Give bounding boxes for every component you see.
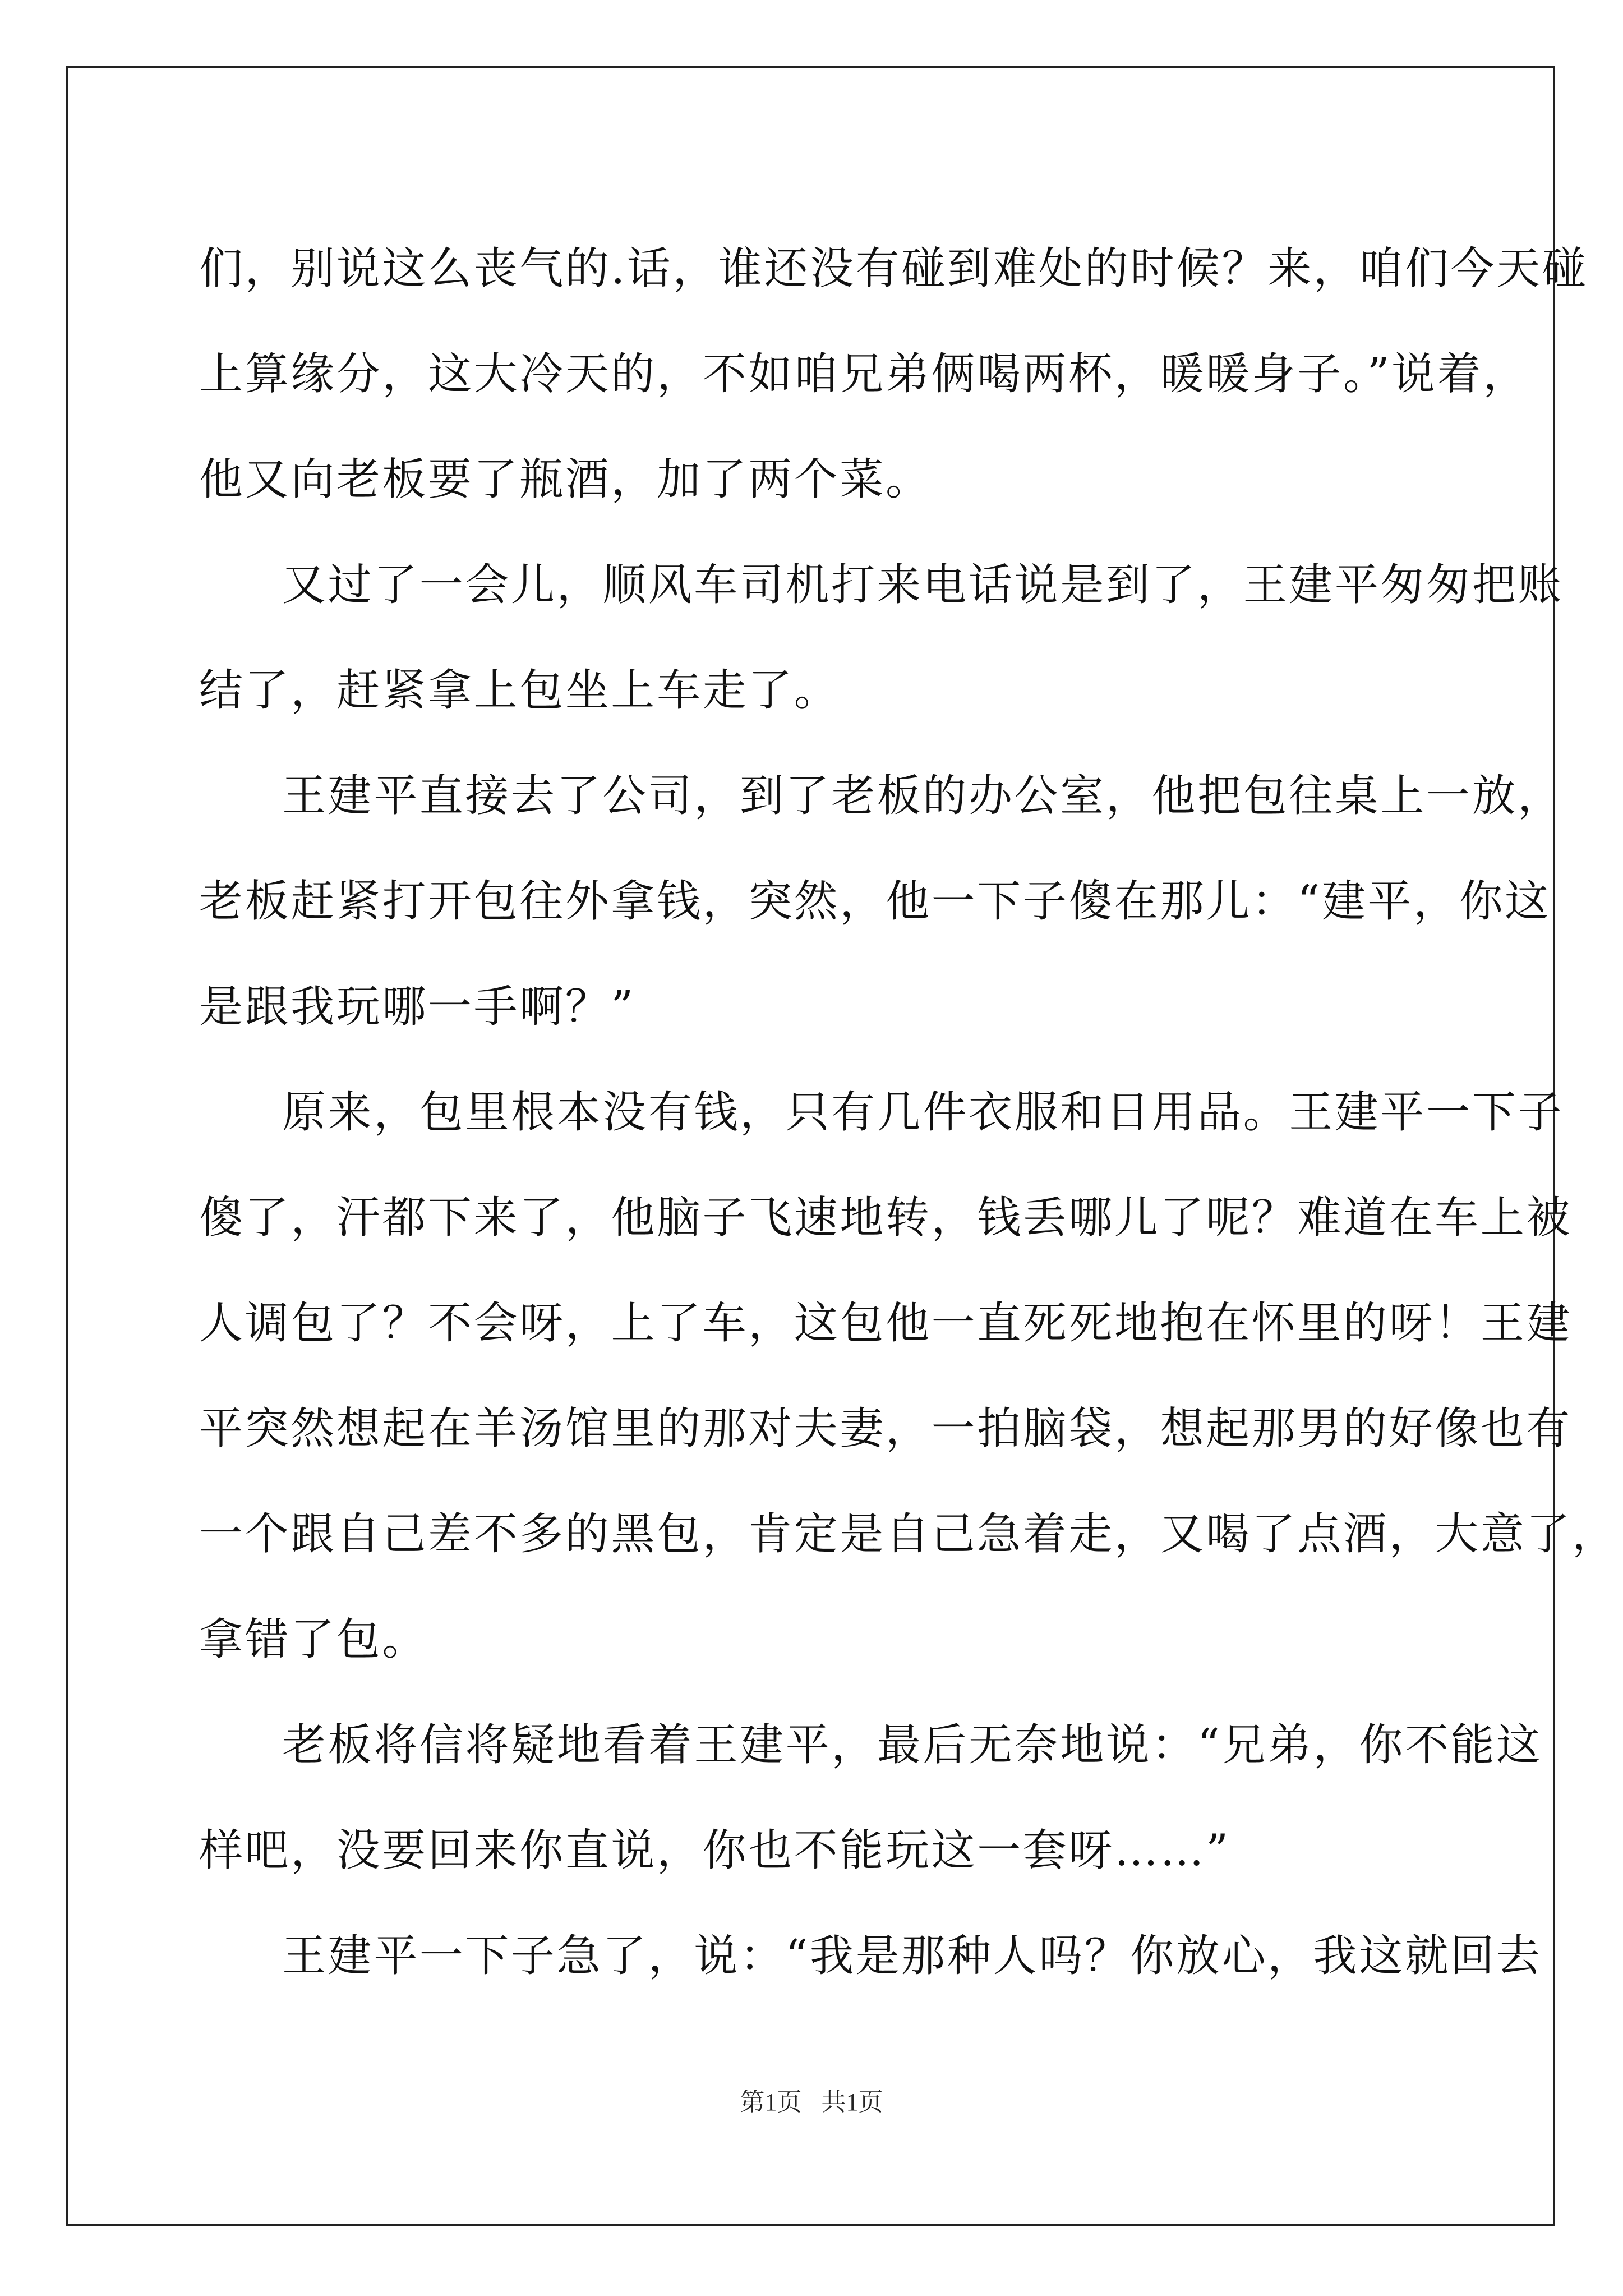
text-line: 王建平一下子急了，说：“我是那种人吗？你放心，我这就回去 [282, 1931, 1542, 1981]
page-number: 第1页 [740, 2088, 802, 2116]
text-line: 原来，包里根本没有钱，只有几件衣服和日用品。王建平一下子 [282, 1087, 1564, 1138]
page-total: 共1页 [821, 2088, 883, 2116]
text-line: 老板将信将疑地看着王建平，最后无奈地说：“兄弟，你不能这 [282, 1720, 1542, 1770]
text-line: 上算缘分，这大冷天的，不如咱兄弟俩喝两杯，暖暖身子。”说着， [199, 349, 1529, 399]
text-line: 一个跟自己差不多的黑包，肯定是自己急着走，又喝了点酒，大意了， [199, 1509, 1618, 1559]
text-line: 老板赶紧打开包往外拿钱，突然，他一下子傻在那儿：“建平，你这 [199, 876, 1551, 927]
text-line: 他又向老板要了瓶酒，加了两个菜。 [199, 454, 932, 505]
text-line: 傻了，汗都下来了，他脑子飞速地转，钱丢哪儿了呢？难道在车上被 [199, 1193, 1573, 1243]
text-line: 人调包了？不会呀，上了车，这包他一直死死地抱在怀里的呀！王建 [199, 1298, 1573, 1349]
text-line: 平突然想起在羊汤馆里的那对夫妻，一拍脑袋，想起那男的好像也有 [199, 1404, 1573, 1454]
text-line: 样吧，没要回来你直说，你也不能玩这一套呀……” [199, 1825, 1230, 1876]
text-line: 又过了一会儿，顺风车司机打来电话说是到了，王建平匆匆把账 [282, 560, 1564, 610]
text-line: 们，别说这么丧气的.话，谁还没有碰到难处的时候？来，咱们今天碰 [199, 243, 1588, 294]
text-line: 结了，赶紧拿上包坐上车走了。 [199, 665, 840, 716]
page-footer [0, 2086, 1623, 2119]
text-line: 拿错了包。 [199, 1614, 428, 1665]
text-line: 是跟我玩哪一手啊？” [199, 982, 635, 1032]
text-line: 王建平直接去了公司，到了老板的办公室，他把包往桌上一放， [282, 771, 1564, 821]
